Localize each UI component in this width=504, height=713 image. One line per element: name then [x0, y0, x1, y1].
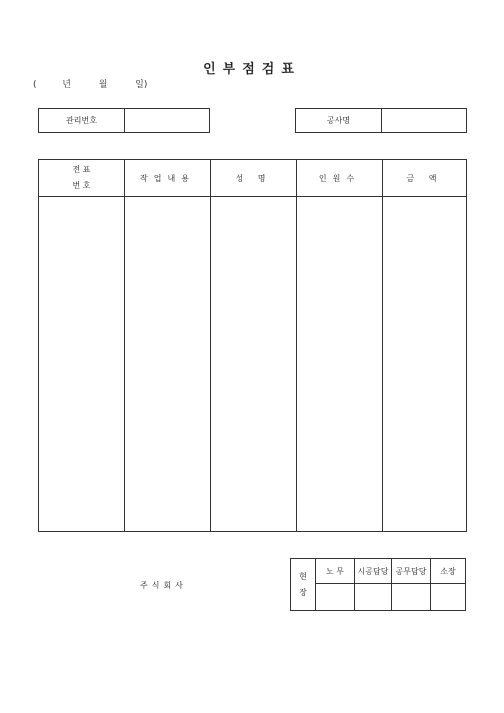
- approval-sign-labor[interactable]: [316, 584, 355, 611]
- cell-amount[interactable]: [383, 197, 467, 532]
- date-day: 일): [135, 80, 148, 90]
- approval-header-manager: 소장: [431, 559, 466, 584]
- header-slip-line1: 전 표: [72, 165, 91, 174]
- approval-sign-manager[interactable]: [431, 584, 466, 611]
- cell-work-content[interactable]: [125, 197, 211, 532]
- approval-sign-admin[interactable]: [392, 584, 431, 611]
- header-work-content: 작업내용: [125, 160, 211, 197]
- approval-side-line1: 현: [299, 571, 307, 581]
- approval-box: [290, 558, 466, 611]
- table-row: [39, 197, 467, 532]
- project-name-label: 공사명: [296, 109, 382, 133]
- date-year: 년: [62, 80, 71, 90]
- cell-name[interactable]: [211, 197, 297, 532]
- date-line: [33, 77, 147, 90]
- approval-header-construction: 시공담당: [355, 559, 392, 584]
- approval-side-label: [291, 559, 316, 611]
- approval-side-line2: 장: [299, 587, 307, 597]
- project-name-field[interactable]: [382, 109, 467, 133]
- cell-worker-count[interactable]: [297, 197, 383, 532]
- header-slip-number: [39, 160, 125, 197]
- company-label: 주식회사: [140, 581, 187, 590]
- mgmt-number-field[interactable]: [125, 109, 210, 133]
- document-title: 인부점검표: [203, 62, 301, 77]
- header-name: 성 명: [211, 160, 297, 197]
- mgmt-number-table: [38, 108, 210, 133]
- header-worker-count: 인원수: [297, 160, 383, 197]
- date-month: 월: [98, 80, 108, 90]
- approval-header-labor: 노 무: [316, 559, 355, 584]
- approval-header-admin: 공무담당: [392, 559, 431, 584]
- mgmt-number-label: 관리번호: [39, 109, 125, 133]
- cell-slip-number[interactable]: [39, 197, 125, 532]
- table-header-row: [39, 160, 467, 197]
- header-amount: 금 액: [383, 160, 467, 197]
- date-open: (: [33, 80, 37, 90]
- worker-check-table: [38, 159, 467, 532]
- header-slip-line2: 번 호: [72, 181, 91, 190]
- approval-sign-construction[interactable]: [355, 584, 392, 611]
- project-name-table: [295, 108, 467, 133]
